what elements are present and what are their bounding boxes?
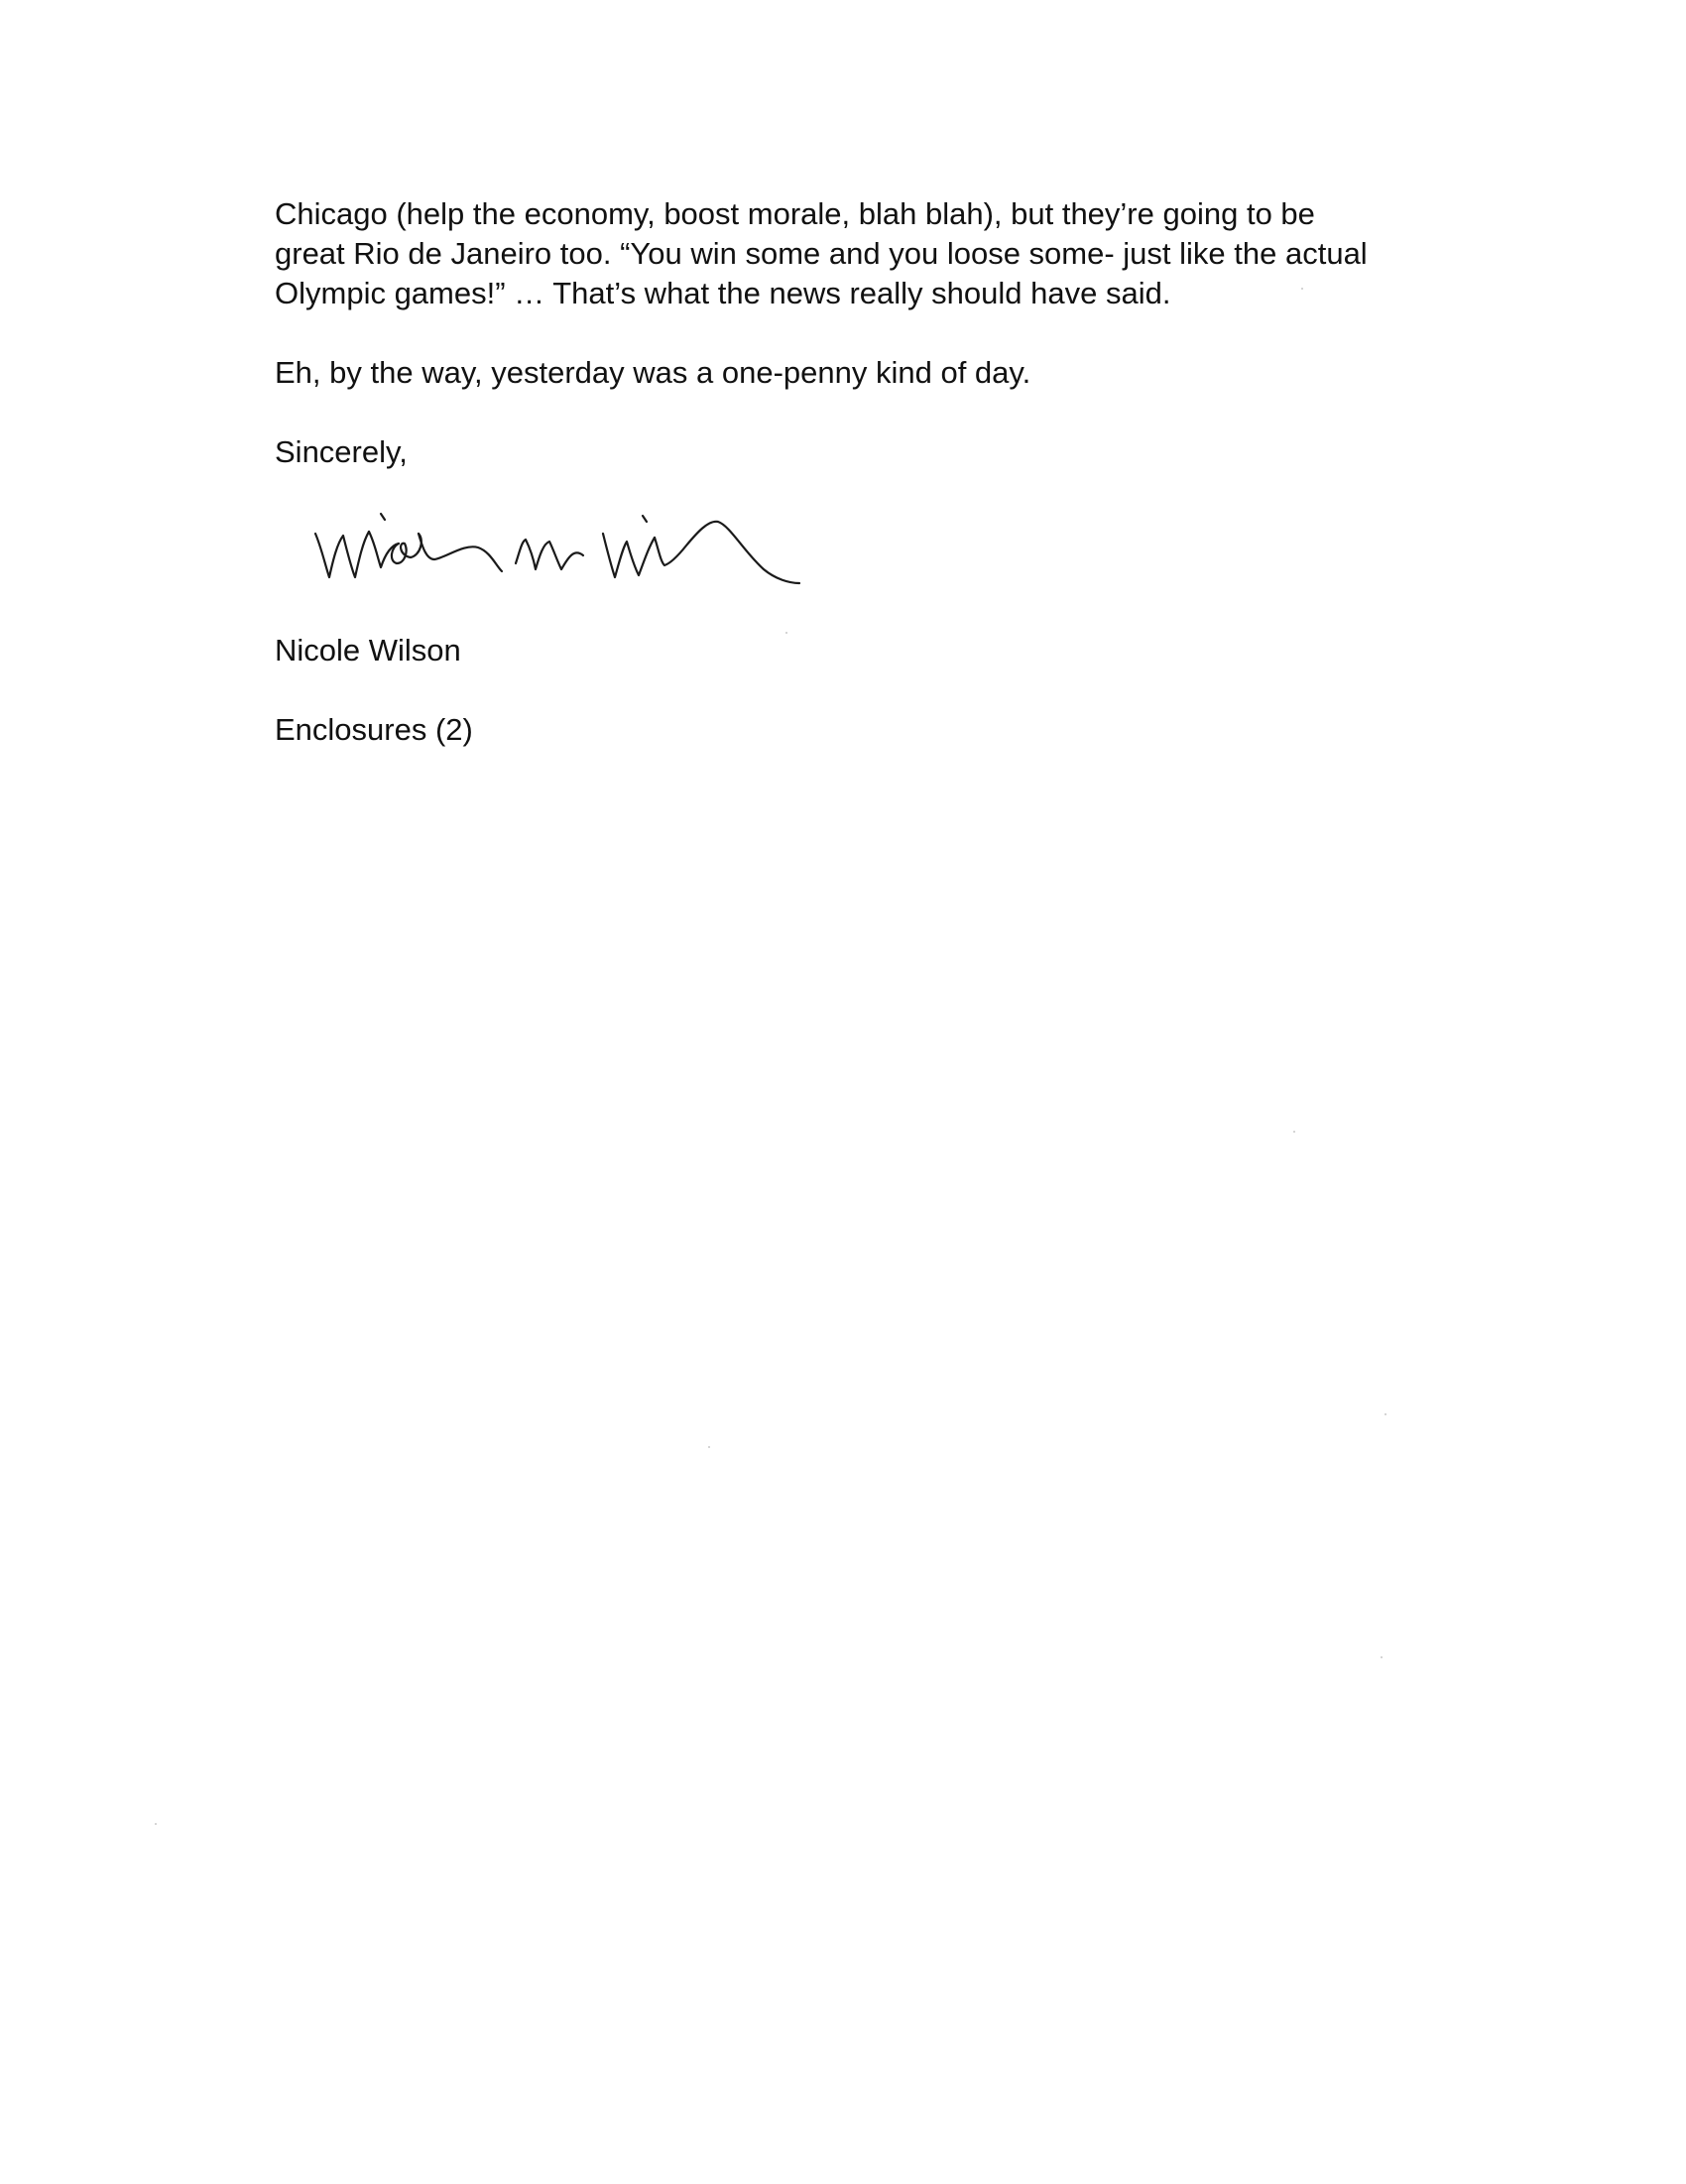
scan-speck (1293, 1131, 1295, 1133)
scan-speck (1301, 288, 1303, 290)
closing-salutation: Sincerely, (275, 434, 408, 469)
signer-name: Nicole Wilson (275, 633, 461, 667)
scan-speck (155, 1823, 157, 1825)
scan-speck (785, 632, 787, 634)
letter-body (275, 194, 1485, 472)
body-paragraph: Chicago (help the economy, boost morale, blah blah), but they’re going to be great Rio de Janeiro too. “You win some and you loose some- just like the actual Olympic games!” … That’s what the news really should have said. (275, 196, 1368, 310)
scan-speck (1381, 1656, 1383, 1658)
handwritten-signature (307, 486, 922, 605)
scan-speck (1385, 1413, 1386, 1415)
scan-speck (708, 1446, 710, 1448)
enclosures-note: Enclosures (2) (275, 712, 473, 747)
aside-paragraph: Eh, by the way, yesterday was a one-penny kind of day. (275, 355, 1031, 390)
